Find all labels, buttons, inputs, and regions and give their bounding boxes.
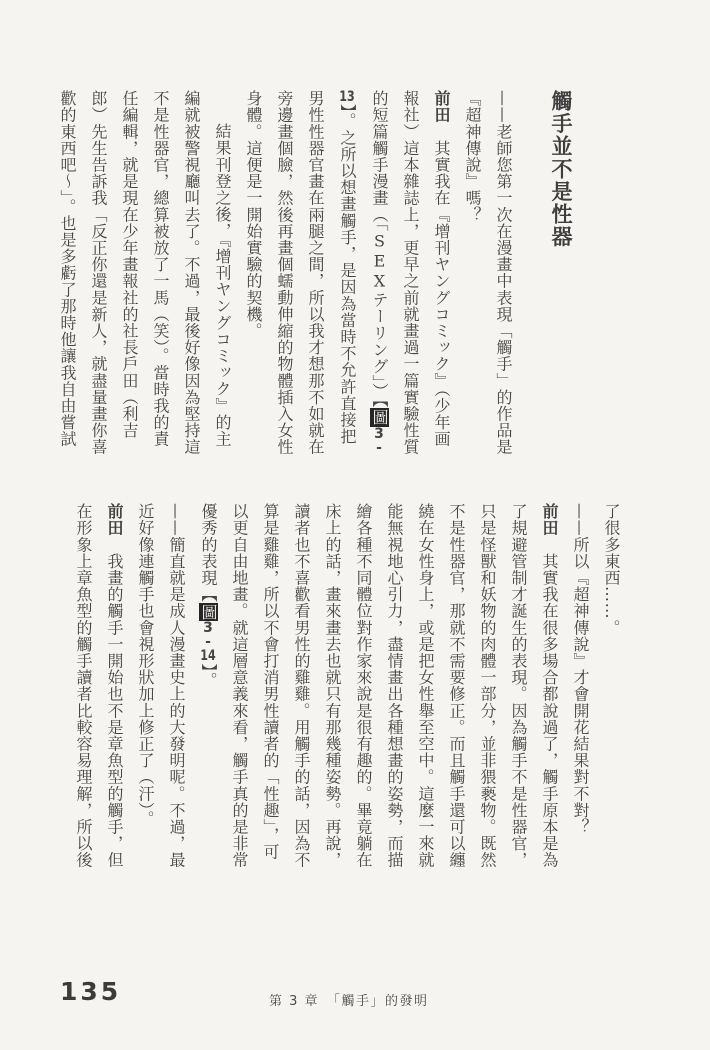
- text-column: [348, 503, 379, 935]
- section-title: 觸手並不是性器: [549, 90, 573, 249]
- text-run: 3: [374, 426, 384, 441]
- text-column: [192, 503, 224, 935]
- text-run: 13: [339, 90, 355, 104]
- text-run: 近好像連觸手也會視形狀加上修正了（汗）。: [136, 503, 155, 827]
- text-run: 旁邊畫個臉，然後再畫個蠕動伸縮的物體插入女性: [275, 90, 294, 456]
- text-run: 繞在女性身上，或是把女性舉至空中。這麼一來就: [416, 503, 435, 869]
- text-column: [176, 90, 207, 494]
- text-run: 3: [203, 621, 213, 636]
- text-run: 算是雞雞，所以不會打消男性讀者的「性趣」，可: [261, 503, 280, 861]
- text-run: 不是性器官，那就不需要修正。而且觸手還可以纏: [447, 503, 466, 869]
- text-column: [395, 90, 426, 494]
- text-column: [363, 90, 395, 494]
- text-column: [565, 503, 596, 935]
- text-column: [457, 90, 488, 494]
- text-run: 其實我在『增刊ヤングコミック』（少年画: [432, 123, 451, 448]
- text-column: [145, 90, 176, 494]
- text-run: 前田: [105, 503, 124, 537]
- text-column: [161, 503, 192, 935]
- text-column: [52, 90, 83, 494]
- text-column: [300, 90, 331, 494]
- text-run: 繪各種不同體位對作家來說是很有趣的。畢竟躺在: [354, 503, 373, 869]
- text-run: 其實我在很多場合都說過了，觸手原本是為: [540, 536, 559, 869]
- text-column: [68, 503, 99, 935]
- text-run: ——老師您第一次在漫畫中表現「觸手」的作品是: [494, 90, 513, 456]
- text-run: 男性性器官畫在兩腿之間，所以我才想那不如就在: [306, 90, 325, 456]
- text-column: [130, 503, 161, 935]
- text-run: 以更自由地畫。就這層意義來看，觸手真的是非常: [230, 503, 249, 869]
- text-run: 歡的東西吧～」。也是多虧了那時他讓我自由嘗試: [58, 90, 77, 448]
- figure-ref-box: 圖: [199, 603, 218, 621]
- text-run: 讀者也不喜歡看男性的雞雞。用觸手的話，因為不: [292, 503, 311, 869]
- text-block-bottom: [68, 503, 627, 935]
- text-column: [317, 503, 348, 935]
- text-run: 只是怪獸和妖物的肉體一部分，並非猥褻物。既然: [478, 503, 497, 869]
- text-column: [238, 90, 269, 494]
- text-run: 】。之所以想畫觸手，是因為當時不允許直接把: [338, 104, 357, 445]
- text-column: [255, 503, 286, 935]
- text-run: 結果刊登之後，『增刊ヤングコミック』的主: [213, 123, 232, 447]
- text-run: 了規避管制才誕生的表現。因為觸手不是性器官，: [509, 503, 528, 869]
- text-run: -: [376, 440, 382, 455]
- text-run: 郎）先生告訴我「反正你還是新人，就盡量畫你喜: [89, 90, 108, 456]
- text-column: [596, 503, 627, 935]
- text-column: [286, 503, 317, 935]
- text-column: [114, 90, 145, 494]
- text-run: 】。: [199, 663, 218, 689]
- text-run: 身體。這便是一開始實驗的契機。: [244, 90, 263, 339]
- chapter-footer: 第 3 章 「觸手」的發明: [269, 994, 429, 1009]
- text-column: [379, 503, 410, 935]
- text-run: 在形象上章魚型的觸手讀者比較容易理解，所以後: [74, 503, 93, 869]
- text-run: 前田: [432, 90, 451, 124]
- text-run: ——簡直就是成人漫畫史上的大發明呢。不過，最: [167, 503, 186, 869]
- text-block-top: [52, 90, 602, 494]
- text-column: [83, 90, 114, 494]
- text-column: [441, 503, 472, 935]
- text-run: 任編輯，就是現在少年畫報社的社長戶田（利吉: [120, 90, 139, 439]
- figure-ref-box: 圖: [370, 409, 389, 426]
- text-run: 不是性器官，總算被放了一馬（笑）。當時我的責: [151, 90, 170, 448]
- text-column: [426, 90, 457, 494]
- text-run: 『超神傳說』嗎？: [463, 90, 482, 223]
- text-column: [503, 503, 534, 935]
- text-column: [331, 90, 363, 494]
- text-column: [207, 90, 238, 494]
- text-run: テーリング」）【: [370, 291, 389, 409]
- text-run: 了很多東西……。: [602, 503, 621, 636]
- text-run: 14: [200, 649, 216, 664]
- text-run: 能無視地心引力，盡情畫出各種想畫的姿勢，而描: [385, 503, 404, 869]
- text-column: [534, 503, 565, 935]
- text-column: [488, 90, 519, 494]
- text-column: [224, 503, 255, 935]
- text-run: ——所以『超神傳說』才會開花結果對不對？: [571, 503, 590, 835]
- text-column: [472, 503, 503, 935]
- text-run: 編就被警視廳叫去了。不過，最後好像因為堅持這: [182, 90, 201, 456]
- text-run: -: [205, 635, 211, 650]
- text-column: [99, 503, 130, 935]
- text-run: 我畫的觸手一開始也不是章魚型的觸手，但: [105, 536, 124, 869]
- text-run: 優秀的表現【: [199, 503, 218, 603]
- text-run: SEX: [370, 231, 389, 292]
- text-run: 床上的話，畫來畫去也就只有那幾種姿勢。再說，: [323, 503, 342, 869]
- text-run: 的短篇觸手漫畫（「: [370, 90, 389, 232]
- text-column: [269, 90, 300, 494]
- text-column: [410, 503, 441, 935]
- page-number: 135: [60, 977, 122, 1006]
- text-run: 前田: [540, 503, 559, 537]
- text-run: 報社）這本雜誌上，更早之前就畫過一篇實驗性質: [401, 90, 420, 456]
